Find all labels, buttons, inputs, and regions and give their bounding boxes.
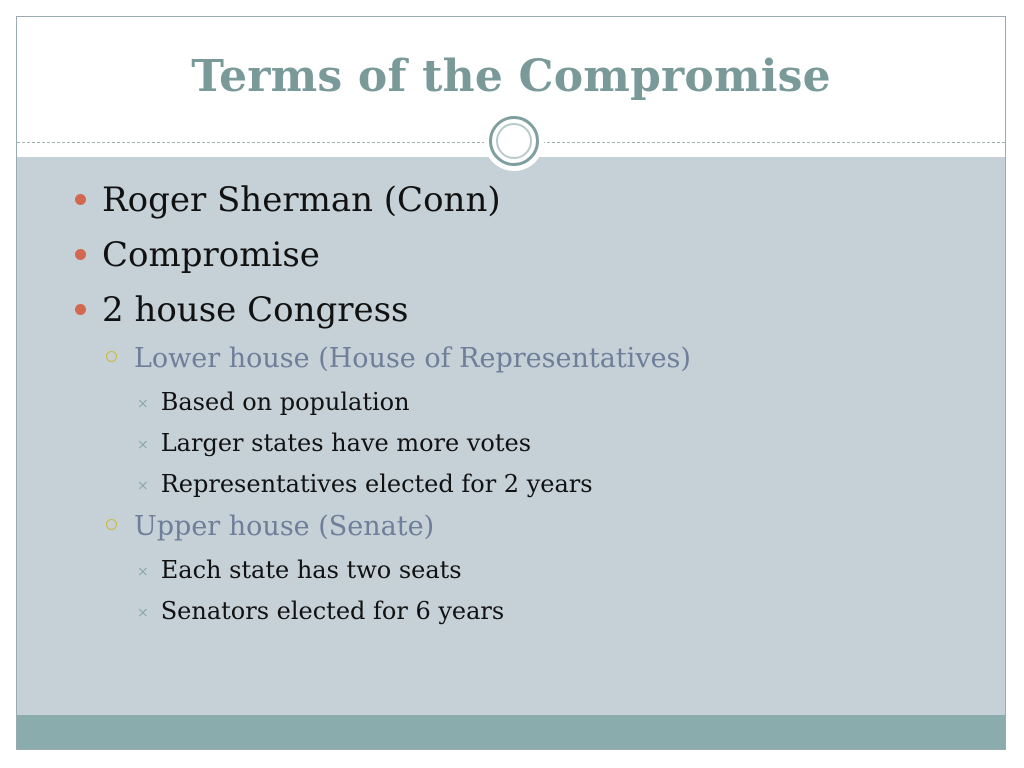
sub-sub-bullet-text: Larger states have more votes <box>160 429 532 457</box>
sub-sub-bullet-text: Based on population <box>160 388 410 416</box>
dot-bullet-icon <box>75 304 86 315</box>
x-mark-icon: ⨯ <box>137 605 149 621</box>
bullet-text: Roger Sherman (Conn) <box>102 180 501 220</box>
x-mark-icon: ⨯ <box>137 478 149 494</box>
x-mark-icon: ⨯ <box>137 437 149 453</box>
sub-bullet-text: Lower house (House of Representatives) <box>134 343 691 374</box>
x-mark-icon: ⨯ <box>137 564 149 580</box>
sub-sub-bullet-text: Representatives elected for 2 years <box>160 470 593 498</box>
ring-bullet-icon <box>106 351 117 362</box>
sub-bullet-item <box>106 343 691 374</box>
bullet-item <box>75 290 409 330</box>
sub-bullet-item <box>106 511 434 542</box>
sub-sub-bullet-item <box>137 388 410 416</box>
sub-sub-bullet-text: Each state has two seats <box>160 556 462 584</box>
bullet-text: 2 house Congress <box>102 290 409 330</box>
slide-title: Terms of the Compromise <box>191 51 831 102</box>
slide-content <box>17 17 1005 749</box>
dot-bullet-icon <box>75 249 86 260</box>
bullet-item <box>75 235 320 275</box>
x-mark-icon: ⨯ <box>137 396 149 412</box>
sub-sub-bullet-item <box>137 429 531 457</box>
bullet-item <box>75 180 501 220</box>
bullet-text: Compromise <box>102 235 320 275</box>
sub-sub-bullet-text: Senators elected for 6 years <box>160 597 505 625</box>
ring-bullet-icon <box>106 519 117 530</box>
sub-sub-bullet-item <box>137 470 593 498</box>
sub-sub-bullet-item <box>137 597 504 625</box>
slide-frame <box>16 16 1006 750</box>
sub-sub-bullet-item <box>137 556 462 584</box>
dot-bullet-icon <box>75 194 86 205</box>
sub-bullet-text: Upper house (Senate) <box>134 511 435 542</box>
